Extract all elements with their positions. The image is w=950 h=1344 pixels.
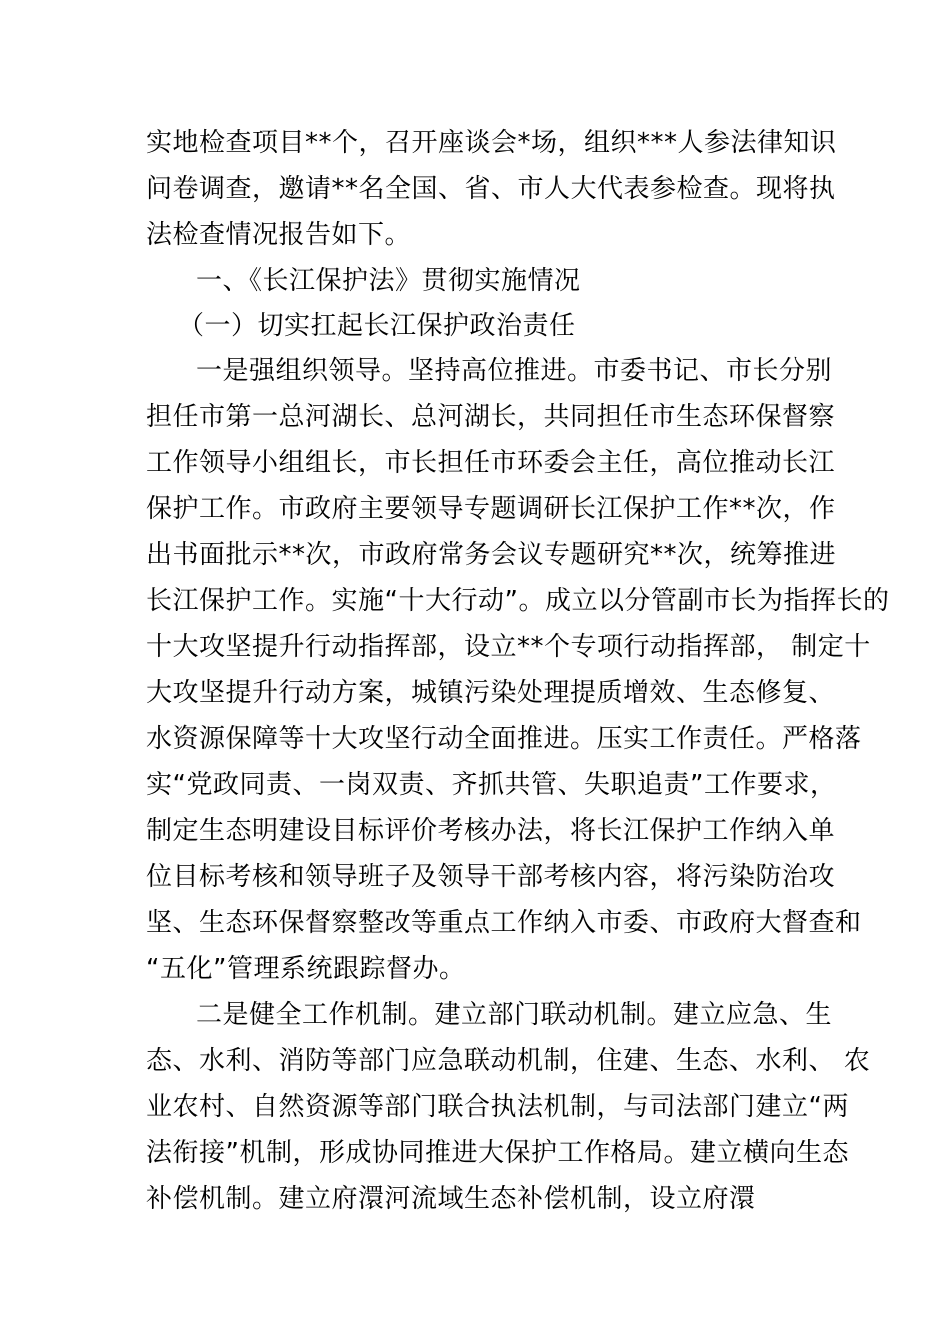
section-heading: 一、《长江保护法》贯彻实施情况 <box>196 266 581 296</box>
body-text-line: 二是健全工作机制。建立部门联动机制。建立应急、生 <box>196 1000 833 1030</box>
body-text-line: 保护工作。市政府主要领导专题调研长江保护工作**次，作 <box>146 494 836 524</box>
body-text-line: 法衔接”机制，形成协同推进大保护工作格局。建立横向生态 <box>146 1138 849 1168</box>
body-text-line: 法检查情况报告如下。 <box>146 220 412 250</box>
body-text-line: 位目标考核和领导班子及领导干部考核内容，将污染防治攻 <box>146 862 836 892</box>
body-text-line: 实“党政同责、一岗双责、齐抓共管、失职追责”工作要求， <box>146 770 837 800</box>
body-text-line: 制定生态明建设目标评价考核办法，将长江保护工作纳入单 <box>146 816 836 846</box>
body-text-line: 业农村、自然资源等部门联合执法机制，与司法部门建立“两 <box>146 1092 849 1122</box>
body-text-line: 问卷调查，邀请**名全国、省、市人大代表参检查。现将执 <box>146 174 836 204</box>
body-text-line: 一是强组织领导。坚持高位推进。市委书记、市长分别 <box>196 356 833 386</box>
body-text-line: “五化”管理系统跟踪督办。 <box>146 954 466 984</box>
body-text-line: 工作领导小组组长，市长担任市环委会主任，高位推动长江 <box>146 448 836 478</box>
body-text-line: 十大攻坚提升行动指挥部，设立**个专项行动指挥部， 制定十 <box>146 632 871 662</box>
body-text-line: 担任市第一总河湖长、总河湖长，共同担任市生态环保督察 <box>146 402 836 432</box>
body-text-line: 实地检查项目**个，召开座谈会*场，组织***人参法律知识 <box>146 128 837 158</box>
body-text-line: 长江保护工作。实施“十大行动”。成立以分管副市长为指挥长的 <box>146 586 890 616</box>
body-text-line: 补偿机制。建立府澴河流域生态补偿机制，设立府澴 <box>146 1184 756 1214</box>
body-text-line: 态、水利、消防等部门应急联动机制，住建、生态、水利、 农 <box>146 1046 871 1076</box>
body-text-line: 水资源保障等十大攻坚行动全面推进。压实工作责任。严格落 <box>146 724 862 754</box>
subsection-heading: （一）切实扛起长江保护政治责任 <box>178 311 576 341</box>
body-text-line: 坚、生态环保督察整改等重点工作纳入市委、市政府大督查和 <box>146 908 862 938</box>
body-text-line: 出书面批示**次，市政府常务会议专题研究**次，统筹推进 <box>146 540 837 570</box>
body-text-line: 大攻坚提升行动方案，城镇污染处理提质增效、生态修复、 <box>146 678 836 708</box>
